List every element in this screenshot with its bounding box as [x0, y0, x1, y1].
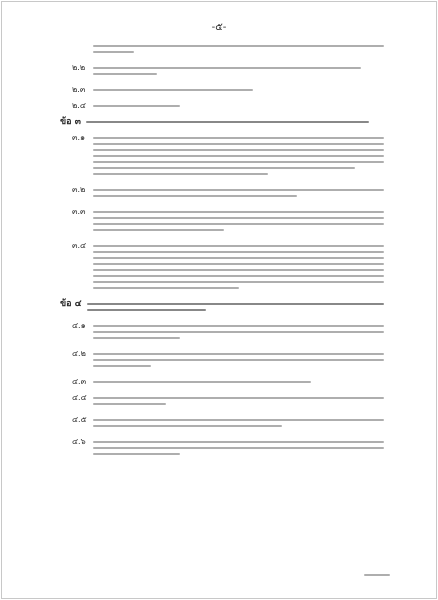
illegible-text-line — [93, 155, 384, 157]
numbered-clause — [52, 350, 384, 371]
illegible-text-line — [93, 441, 384, 443]
clause-number: ๔.๖ — [72, 437, 86, 446]
clause-number: ๔.๕ — [72, 415, 87, 424]
illegible-text-line — [93, 149, 384, 151]
illegible-text-line — [93, 365, 151, 367]
clause-number: ๔.๒ — [72, 349, 86, 358]
illegible-text-line — [93, 397, 384, 399]
illegible-text-line — [93, 67, 361, 69]
illegible-text-line — [93, 137, 384, 139]
clause-body — [93, 242, 384, 293]
illegible-text-line — [93, 167, 355, 169]
clause-row — [72, 86, 384, 95]
illegible-text-line — [93, 425, 282, 427]
clause-number: ๔.๓ — [72, 377, 87, 386]
illegible-text-line — [93, 337, 180, 339]
clause-body — [93, 186, 384, 201]
illegible-text-line — [93, 51, 134, 53]
numbered-clause — [52, 394, 384, 409]
illegible-text-line — [93, 195, 297, 197]
clause-row — [72, 42, 384, 57]
illegible-text-line — [93, 403, 166, 405]
illegible-text-line — [93, 353, 384, 355]
clause-body — [87, 300, 384, 315]
clause-row — [72, 416, 384, 431]
illegible-text-line — [93, 453, 180, 455]
illegible-text-line — [93, 223, 384, 225]
document-page — [1, 1, 437, 599]
clause-body — [93, 378, 384, 387]
illegible-text-line — [93, 263, 384, 265]
clause-body — [93, 394, 384, 409]
clause-row — [72, 186, 384, 201]
clause-number: ๒.๓ — [72, 85, 86, 94]
section-heading — [52, 300, 384, 315]
numbered-clause — [52, 134, 384, 179]
numbered-clause — [52, 86, 384, 95]
numbered-clause — [52, 322, 384, 343]
illegible-text-line — [93, 229, 224, 231]
illegible-text-line — [93, 381, 311, 383]
illegible-text-line — [93, 331, 384, 333]
illegible-text-line — [93, 189, 384, 191]
clause-row — [72, 64, 384, 79]
illegible-text-line — [93, 281, 384, 283]
clause-number: ๔.๑ — [72, 321, 86, 330]
clause-row — [72, 322, 384, 343]
illegible-text-line — [93, 269, 384, 271]
clause-number: ๔.๔ — [72, 393, 87, 402]
clause-row — [72, 438, 384, 459]
illegible-text-line — [93, 173, 268, 175]
clause-body — [93, 64, 384, 79]
illegible-text-line — [86, 121, 369, 123]
illegible-text-line — [93, 251, 384, 253]
clause-row — [60, 300, 384, 315]
illegible-text-line — [93, 73, 157, 75]
numbered-clause — [52, 242, 384, 293]
illegible-text-line — [93, 161, 384, 163]
illegible-text-line — [93, 287, 239, 289]
clause-row — [60, 118, 384, 127]
numbered-clause — [52, 186, 384, 201]
clause-body — [93, 134, 384, 179]
illegible-text-line — [93, 325, 384, 327]
illegible-text-line — [93, 245, 384, 247]
illegible-text-line — [93, 257, 384, 259]
illegible-text-line — [93, 275, 384, 277]
clause-row — [72, 394, 384, 409]
illegible-text-line — [93, 359, 384, 361]
numbered-clause — [52, 438, 384, 459]
illegible-text-line — [93, 45, 384, 47]
clause-body — [93, 102, 384, 111]
numbered-clause — [52, 102, 384, 111]
clause-body — [93, 416, 384, 431]
clause-number: ๓.๓ — [72, 207, 86, 216]
continuation-marker — [364, 574, 390, 576]
section-heading — [52, 118, 384, 127]
clause-row — [72, 378, 384, 387]
page-number: -๕- — [211, 22, 227, 33]
clause-body — [93, 208, 384, 235]
numbered-clause — [52, 416, 384, 431]
continuation-placeholder-line — [364, 574, 390, 576]
clause-number: ข้อ ๔ — [60, 299, 82, 309]
illegible-text-line — [93, 447, 384, 449]
illegible-text-line — [93, 217, 384, 219]
clause-row — [72, 242, 384, 293]
clause-number: ๓.๑ — [72, 133, 86, 142]
numbered-clause — [52, 208, 384, 235]
clause-row — [72, 134, 384, 179]
clause-body — [86, 118, 384, 127]
illegible-text-line — [93, 89, 253, 91]
illegible-text-line — [93, 143, 384, 145]
numbered-clause — [52, 378, 384, 387]
clause-row — [72, 350, 384, 371]
clause-body — [93, 438, 384, 459]
illegible-text-line — [87, 303, 384, 305]
illegible-text-line — [93, 105, 180, 107]
illegible-text-line — [93, 419, 384, 421]
clause-number: ๒.๒ — [72, 63, 86, 72]
clause-row — [72, 208, 384, 235]
numbered-clause — [52, 64, 384, 79]
clause-body — [93, 42, 384, 57]
clause-number: ๓.๔ — [72, 241, 87, 250]
clause-number: ๓.๒ — [72, 185, 86, 194]
clause-body — [93, 322, 384, 343]
clause-body — [93, 350, 384, 371]
clause-body — [93, 86, 384, 95]
clause-number: ข้อ ๓ — [60, 117, 81, 127]
clause-number: ๒.๔ — [72, 101, 86, 110]
document-body — [52, 42, 384, 466]
illegible-text-line — [87, 309, 206, 311]
illegible-text-line — [93, 211, 384, 213]
numbered-clause — [52, 42, 384, 57]
clause-row — [72, 102, 384, 111]
